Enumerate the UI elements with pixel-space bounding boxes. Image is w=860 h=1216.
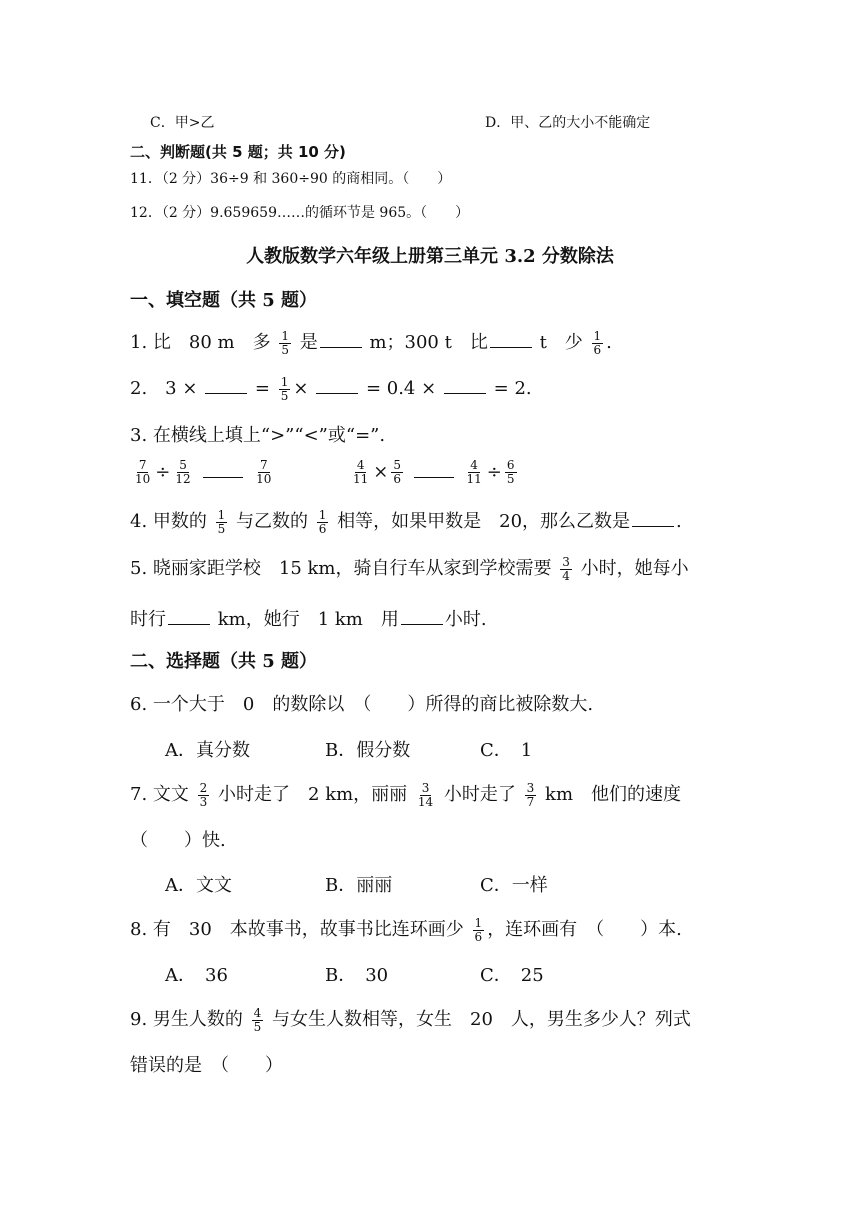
fraction-denominator: 10 [256, 472, 272, 486]
fraction [279, 376, 291, 403]
fraction-numerator: 2 [199, 780, 208, 795]
q4-text-a: 4. 甲数的 [130, 511, 207, 532]
fraction-denominator: 14 [417, 794, 434, 809]
q2-text-c: × [293, 378, 309, 399]
answer-blank [414, 463, 454, 478]
q5-text-c: 时行 [130, 609, 166, 630]
fraction-denominator: 7 [526, 794, 535, 809]
question-12: 12．（2 分）9.659659……的循环节是 965。（ ） [130, 205, 470, 221]
q5-text-a: 5. 晓丽家距学校 15 km，骑自行车从家到学校需要 [130, 558, 552, 579]
fraction [216, 509, 228, 536]
question-9-line-1 [130, 1005, 691, 1034]
fraction-denominator: 5 [217, 521, 226, 536]
fraction [133, 459, 152, 486]
fraction-numerator: 4 [470, 458, 478, 472]
fraction-numerator: 7 [259, 458, 268, 472]
q2-text-a: 2. 3 × [130, 378, 198, 399]
fraction [505, 459, 517, 486]
section-heading-fill-blank: 一、填空题（共 5 题） [130, 290, 318, 311]
fraction [391, 459, 403, 486]
operator-text: ÷ [486, 461, 502, 483]
fraction-denominator: 5 [253, 1019, 262, 1034]
q7-text-b: 小时走了 2 km，丽丽 [218, 784, 408, 805]
question-4 [130, 507, 682, 536]
fraction-denominator: 12 [175, 472, 191, 486]
question-8 [130, 915, 682, 944]
q7-option-a: A．文文 [165, 875, 232, 896]
q6-option-c: C． 1 [480, 740, 533, 761]
q9-text-b: 与女生人数相等，女生 20 人，男生多少人？列式 [272, 1009, 691, 1030]
q4-text-d: . [676, 511, 682, 532]
fraction-denominator: 6 [474, 929, 483, 944]
answer-blank [203, 463, 243, 478]
q7-option-b: B．丽丽 [325, 875, 393, 896]
q5-text-d: km，她行 1 km 用 [217, 609, 399, 630]
q1-text-a: 1. 比 80 m 多 [130, 332, 271, 353]
q5-text-e: 小时. [444, 609, 487, 630]
question-5-line-2 [130, 605, 487, 631]
q2-text-b: = [254, 378, 270, 399]
q4-text-b: 与乙数的 [236, 511, 309, 532]
operator-text: ÷ [155, 461, 171, 483]
question-7-line-1 [130, 780, 681, 809]
option-c-prev: C．甲>乙 [150, 115, 215, 131]
fraction-numerator: 5 [393, 458, 402, 472]
question-2 [130, 374, 532, 403]
answer-blank [168, 610, 210, 625]
q1-text-b: 是 [299, 332, 318, 353]
q9-text-a: 9. 男生人数的 [130, 1009, 243, 1030]
fraction-denominator: 4 [562, 568, 570, 583]
fraction-numerator: 4 [253, 1005, 262, 1020]
fraction [252, 1007, 264, 1034]
fraction [279, 330, 291, 357]
operator-text: × [373, 461, 389, 483]
fraction-denominator: 6 [393, 472, 402, 486]
section-heading-judgment: 二、判断题(共 5 题；共 10 分) [130, 143, 346, 161]
fraction-numerator: 1 [318, 507, 327, 522]
question-7-line-2: （ ）快. [130, 830, 226, 851]
q6-option-a: A．真分数 [165, 740, 250, 761]
fraction-numerator: 7 [138, 458, 147, 472]
answer-blank [444, 379, 486, 394]
answer-blank [632, 512, 674, 527]
q1-text-e: . [606, 332, 612, 353]
fraction [173, 459, 192, 486]
q7-text-a: 7. 文文 [130, 784, 189, 805]
fraction-denominator: 6 [593, 342, 602, 357]
q1-text-c: m；300 t 比 [369, 332, 488, 353]
fraction-numerator: 1 [217, 507, 226, 522]
fraction-denominator: 3 [199, 794, 208, 809]
fraction-denominator: 5 [506, 472, 515, 486]
fraction [473, 917, 485, 944]
q4-text-c: 相等，如果甲数是 20，那么乙数是 [337, 511, 631, 532]
q7-option-c: C．一样 [480, 875, 548, 896]
q1-text-d: t 少 [539, 332, 583, 353]
fraction [464, 459, 483, 486]
fraction-numerator: 1 [280, 374, 289, 389]
q2-text-d: = 0.4 × [365, 378, 437, 399]
document-title: 人教版数学六年级上册第三单元 3.2 分数除法 [246, 246, 614, 267]
q3-expression-right [348, 459, 520, 486]
fraction-numerator: 1 [474, 915, 483, 930]
q6-option-b: B．假分数 [325, 740, 411, 761]
fraction-numerator: 3 [421, 780, 430, 795]
q2-text-e: = 2. [493, 378, 532, 399]
fraction [254, 459, 273, 486]
question-1 [130, 328, 612, 357]
q7-text-c: 小时走了 [443, 784, 516, 805]
fraction [592, 330, 604, 357]
fraction [560, 556, 572, 583]
fraction-denominator: 11 [466, 472, 482, 486]
fraction-denominator: 5 [280, 388, 289, 403]
option-d-prev: D．甲、乙的大小不能确定 [485, 115, 651, 131]
fraction [525, 782, 537, 809]
fraction [351, 459, 370, 486]
fraction [416, 782, 435, 809]
q8-option-b: B． 30 [325, 965, 389, 986]
answer-blank [401, 610, 443, 625]
fraction-numerator: 1 [593, 328, 602, 343]
section-heading-choice: 二、选择题（共 5 题） [130, 651, 318, 672]
fraction-numerator: 3 [562, 554, 570, 569]
q3-expression-left [130, 459, 276, 486]
fraction-denominator: 11 [353, 472, 369, 486]
fraction [317, 509, 329, 536]
fraction-denominator: 10 [135, 472, 151, 486]
q8-text-b: ，连环画有 （ ）本. [487, 919, 682, 940]
question-9-line-2: 错误的是 （ ） [130, 1055, 283, 1076]
q8-option-c: C． 25 [480, 965, 544, 986]
fraction-numerator: 5 [179, 458, 187, 472]
q8-option-a: A． 36 [165, 965, 228, 986]
question-6: 6. 一个大于 0 的数除以 （ ）所得的商比被除数大. [130, 694, 594, 715]
answer-blank [205, 379, 247, 394]
q7-text-d: km 他们的速度 [545, 784, 682, 805]
answer-blank [490, 333, 532, 348]
fraction-numerator: 1 [281, 328, 289, 343]
question-11: 11．（2 分）36÷9 和 360÷90 的商相同。（ ） [130, 171, 452, 187]
q8-text-a: 8. 有 30 本故事书，故事书比连环画少 [130, 919, 464, 940]
answer-blank [320, 333, 362, 348]
fraction-denominator: 5 [281, 342, 289, 357]
question-3: 3. 在横线上填上“>”“<”或“=”. [130, 425, 386, 446]
q5-text-b: 小时，她每小 [580, 558, 689, 579]
fraction-numerator: 3 [526, 780, 535, 795]
answer-blank [316, 379, 358, 394]
fraction-numerator: 4 [356, 458, 365, 472]
fraction-denominator: 6 [318, 521, 327, 536]
fraction [198, 782, 210, 809]
question-5-line-1 [130, 554, 689, 583]
fraction-numerator: 6 [506, 458, 515, 472]
